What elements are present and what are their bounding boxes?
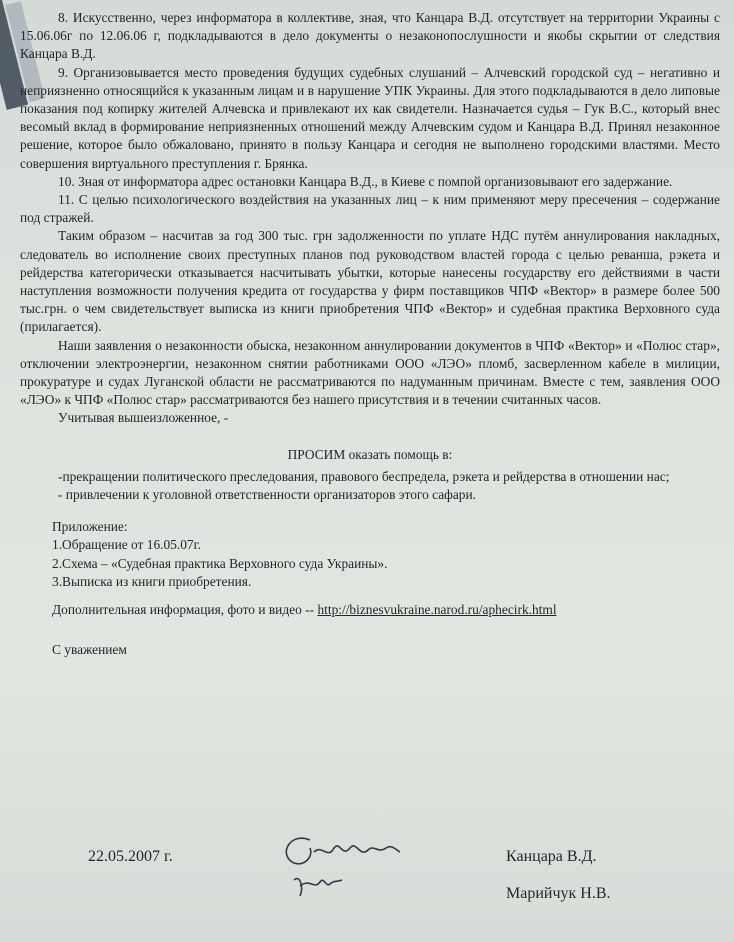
signatory-1: Канцара В.Д.: [506, 848, 597, 865]
paragraph-10: 10. Зная от информатора адрес остановки Канцара В.Д., в Киеве с помпой организовывают его задержание.: [58, 173, 673, 189]
signature-1: [286, 838, 400, 864]
document-date: 22.05.2007 г.: [88, 848, 173, 865]
handwritten-signatures: [270, 818, 410, 908]
attachments-heading: Приложение:: [52, 519, 128, 535]
request-heading: ПРОСИМ оказать помощь в:: [287, 446, 453, 462]
attachments-list: [20, 518, 720, 591]
request-item-2: - привлечении к уголовной ответственности организаторов этого сафари.: [58, 487, 476, 503]
extra-info-link[interactable]: http://biznesvukraine.narod.ru/aphecirk.html: [317, 602, 557, 618]
signature-2: [294, 879, 342, 896]
attachment-item-1: 1.Обращение от 16.05.07г.: [52, 537, 201, 553]
paragraph-considering: Учитывая вышеизложенное, -: [58, 410, 229, 426]
paragraph-statements: Наши заявления о незаконности обыска, незаконном аннулировании документов в ЧПФ «Вектор» и «Полюс стар», отключении электроэнергии, незаконном снятии работниками ООО «ЛЭО» пломб, засверленном кабеле в милиции, прокуратуре и судах Луганской области не рассматриваются по надуманным причинам. Вместе с тем, заявления ООО «ЛЭО» к ЧПФ «Полюс стар» рассматриваются без нашего присутствия и в течении считанных часов.: [20, 337, 720, 408]
attachment-item-3: 3.Выписка из книги приобретения.: [52, 573, 252, 589]
document-body: [20, 9, 720, 660]
extra-info: [20, 601, 720, 619]
paragraph-9: 9. Организовывается место проведения будущих судебных слушаний – Алчевский городской суд – негативно и неприязненно относящийся к указанным лицам и в нарушение УПК Украины. Для этого подкладываются в дело липовые показания под копирку жителей Алчевска и привлекают их как свидетели. Назначается судья – Гук В.С., который внес весомый вклад в формирование неприязненных отношений между Алчевским судом и Канцара В.Д. Принял незаконное решение, которое было обжаловано, принято в пользу Канцара и сегодня не выполнено городскими властями. Место совершения виртуального преступления г. Брянка.: [20, 64, 720, 171]
closing: С уважением: [52, 642, 127, 658]
attachment-item-2: 2.Схема – «Судебная практика Верховного суда Украины».: [52, 555, 388, 571]
paragraph-11: 11. С целью психологического воздействия на указанных лиц – к ним применяют меру пресечения – содержание под стражей.: [20, 192, 720, 226]
paragraph-8: 8. Искусственно, через информатора в коллективе, зная, что Канцара В.Д. отсутствует на территории Украины с 15.06.06г по 12.06.06 г, подкладываются в дело документы о незаконопослушности и якобы скрытии от следствия Канцара В.Д.: [20, 10, 720, 62]
signatory-2: Марийчук Н.В.: [506, 885, 611, 902]
extra-info-label: Дополнительная информация, фото и видео --: [52, 602, 315, 618]
request-item-1: -прекращении политического преследования, правового беспредела, рэкета и рейдерства в отношении нас;: [58, 468, 670, 484]
paragraph-summary: Таким образом – насчитав за год 300 тыс. грн задолженности по уплате НДС путём аннулирования накладных, следователь во исполнение своих преступных планов под руководством властей города с целью реванша, рэкета и рейдерства категорически отказывается насчитывать убытки, которые нанесены государству его действиями в части наступления возможности получения кредита от государства у фирм поставщиков ЧПФ «Вектор» в размере более 500 тыс.грн. о чем свидетельствует выписка из книги приобретения ЧПФ «Вектор» и судебная практика Верховного суда (прилагается).: [20, 228, 720, 335]
